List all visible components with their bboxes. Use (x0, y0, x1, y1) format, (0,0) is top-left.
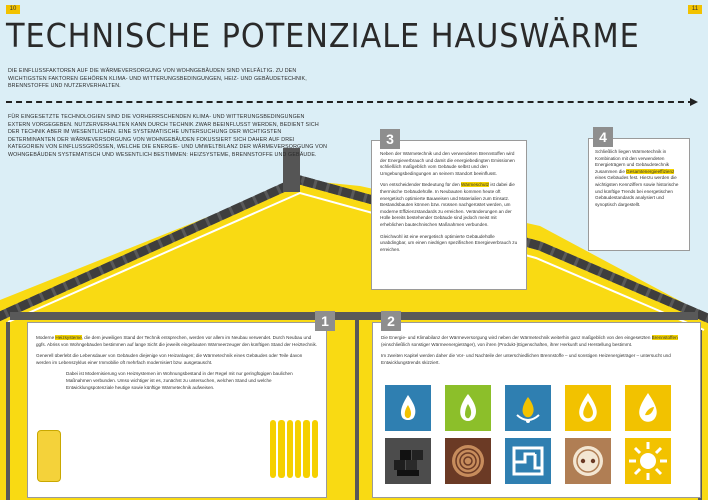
arrow-head-icon (690, 98, 698, 106)
wood-log-icon (445, 438, 491, 484)
biofuel-drop-icon (625, 385, 671, 431)
box-number-4: 4 (593, 127, 613, 147)
electricity-socket-icon (565, 438, 611, 484)
gas-flame-icon (385, 385, 431, 431)
highlight-waermeschutz: Wärmeschutz (460, 182, 490, 188)
page-number-left: 10 (6, 5, 20, 14)
dashed-arrow (6, 101, 694, 103)
highlight-gesamtenergieeffizienz: Gesamtenergieeffizienz (626, 168, 675, 174)
box2-paragraph-2: Im zweiten Kapitel werden daher die Vor- und Nachteile der unterschiedlichen Brennstoffe – und sonstigen Heizenergieträger – untersucht und Entwicklungstrends skizziert. (381, 353, 671, 365)
box-number-1: 1 (315, 311, 335, 331)
box1-paragraph-3: Dabei ist Modernisierung von Heizsystemen im Wohnungsbestand in der Regel mit nur geringfügigen baulichen Maßnahmen verbunden. Umso wichtiger ist es, zunächst zu untersuchen, welchen Stand und welche Entwicklungspotenziale heutige sowie künftige Wärmetechnik aufweisen. (66, 371, 293, 390)
box2-paragraph-1: Die Energie- und Klimabilanz der Wärmeversorgung wird neben der Wärmetechnik weiterhin ganz maßgeblich von den eingesetzten Brennstoffen (einschließlich sonstiger Wärmeenergieträger), von ihren (Produkt-)Eigenschaften, ihrer Herkunft und Herstellung bestimmt. (381, 335, 678, 347)
page-number-right: 11 (688, 5, 702, 14)
box-number-2: 2 (381, 311, 401, 331)
district-heating-icon (505, 438, 551, 484)
box1-paragraph-1: Moderne Heizsysteme, die dem jeweiligen Stand der Technik entsprechen, werden vor allem im Neubau verwendet. Durch Neubau und ggfs. Abriss von Wohngebäuden bestimmen auf lange Sicht die jeweils eingebauten Wärmeerzeuger den künftigen Stand der Heiztechnik. (36, 335, 318, 347)
lpg-flame-icon (505, 385, 551, 431)
wall-middle (355, 320, 359, 500)
box3-paragraph-1: Neben der Wärmetechnik und den verwendeten Brennstoffen wird der Energieverbrauch und damit die energiebedingten Emissionen schließlich maßgeblich vom Gebäude selbst und den Umgebungsbedingungen an seinem Standort beeinflusst. (380, 151, 515, 176)
heating-tank-icon (37, 430, 61, 482)
intro-paragraph-1: DIE EINFLUSSFAKTOREN AUF DIE WÄRMEVERSORGUNG VON WOHNGEBÄUDEN SIND VIELFÄLTIG. ZU DEN WICHTIGSTEN FAKTOREN GEHÖREN KLIMA- UND WITTERUNGSBEDINGUNGEN, HEIZ- UND GEBÄUDETECHNIK, BRENNSTOFFE UND NUTZERVERHALTEN. (8, 68, 307, 90)
info-box-2 (372, 313, 701, 498)
highlight-heizsysteme: Heizsysteme (55, 335, 82, 340)
highlight-brennstoffen: Brennstoffen (651, 335, 678, 340)
radiator-icon (270, 420, 318, 478)
intro-paragraph-2: FÜR EINGESETZTE TECHNOLOGIEN SIND DIE VORHERRSCHENDEN KLIMA- UND WITTERUNGSBEDINGUNGEN EXTERN VORGEGEBEN. NUTZERVERHALTEN KANN DURCH TECHNIK ZWAR BEEINFLUSST WERDEN, BEDIENT SICH DER TECHNIK ABER IM WESENTLICHEN. EINE SYSTEMATISCHE UNTERSUCHUNG DER WICHTIGSTEN DETERMINANTEN DER WÄRMEVERSORGUNG VON WOHNGEBÄUDEN FOKUSSIERT SICH DAHER AUF DREI KATEGORIEN VON EINFLUSSGRÖSSEN, WELCHE DIE ENERGIE- UND UMWELTBILANZ DER WÄRMEVERSORGUNG VON WOHNGEBÄUDEN SYSTEMATISCH UND WESENTLICH BESTIMMEN: HEIZSYSTEME, BRENNSTOFFE UND GEBÄUDE. (8, 114, 328, 158)
info-box-4 (588, 129, 690, 251)
attic-floor (10, 312, 698, 320)
solar-sun-icon (625, 438, 671, 484)
box3-paragraph-2: Von entscheidender Bedeutung für den Wärmeschutz ist dabei die thermische Gebäudehülle. In Neubauten kommen heute oft energetisch optimierte Bauweisen und Materialien zum Einsatz. Bestandsbauten können bzw. müssen nachgerüstet werden, um moderne Effizienzstandards zu erreichen. Veränderungen an der Hülle bereits bestehender Gebäude sind jedoch meist mit erheblichen bautechnischen Maßnahmen verbunden. (380, 182, 515, 227)
oil-flame-icon (445, 385, 491, 431)
box1-paragraph-2: Generell überlebt die Lebensdauer von Gebäuden diejenige von Heizanlagen; die Wärmetechnik eines Gebäudes oder Teile davon werden im Lebenszyklus einer Immobilie oft mehrfach modernisiert bzw. ausgetauscht. (36, 353, 303, 365)
heating-oil-drop-icon (565, 385, 611, 431)
wall-left (6, 322, 10, 500)
box3-paragraph-3: Gleichwohl ist eine energetisch optimierte Gebäudehülle unabdingbar, um einen niedrigen spezifischen Energieverbrauch zu erreichen. (380, 233, 518, 252)
info-box-3 (371, 131, 527, 290)
box-number-3: 3 (380, 129, 400, 149)
coal-icon (385, 438, 431, 484)
fuel-icon-grid (385, 385, 671, 484)
box4-paragraph-1: Schließlich liegen Wärmetechnik in Kombination mit den verwendeten Energieträgern und Gebäudetechnik zusammen die Gesamtenergieeffizienz eines Gebäudes fest. Hierzu werden die wichtigsten Kennziffern sowie historische und künftige Trends bei energetischen Gebäudestandards analysiert und synoptisch dargestellt. (595, 149, 679, 207)
page-title: TECHNISCHE POTENZIALE HAUSWÄRME (6, 16, 640, 55)
